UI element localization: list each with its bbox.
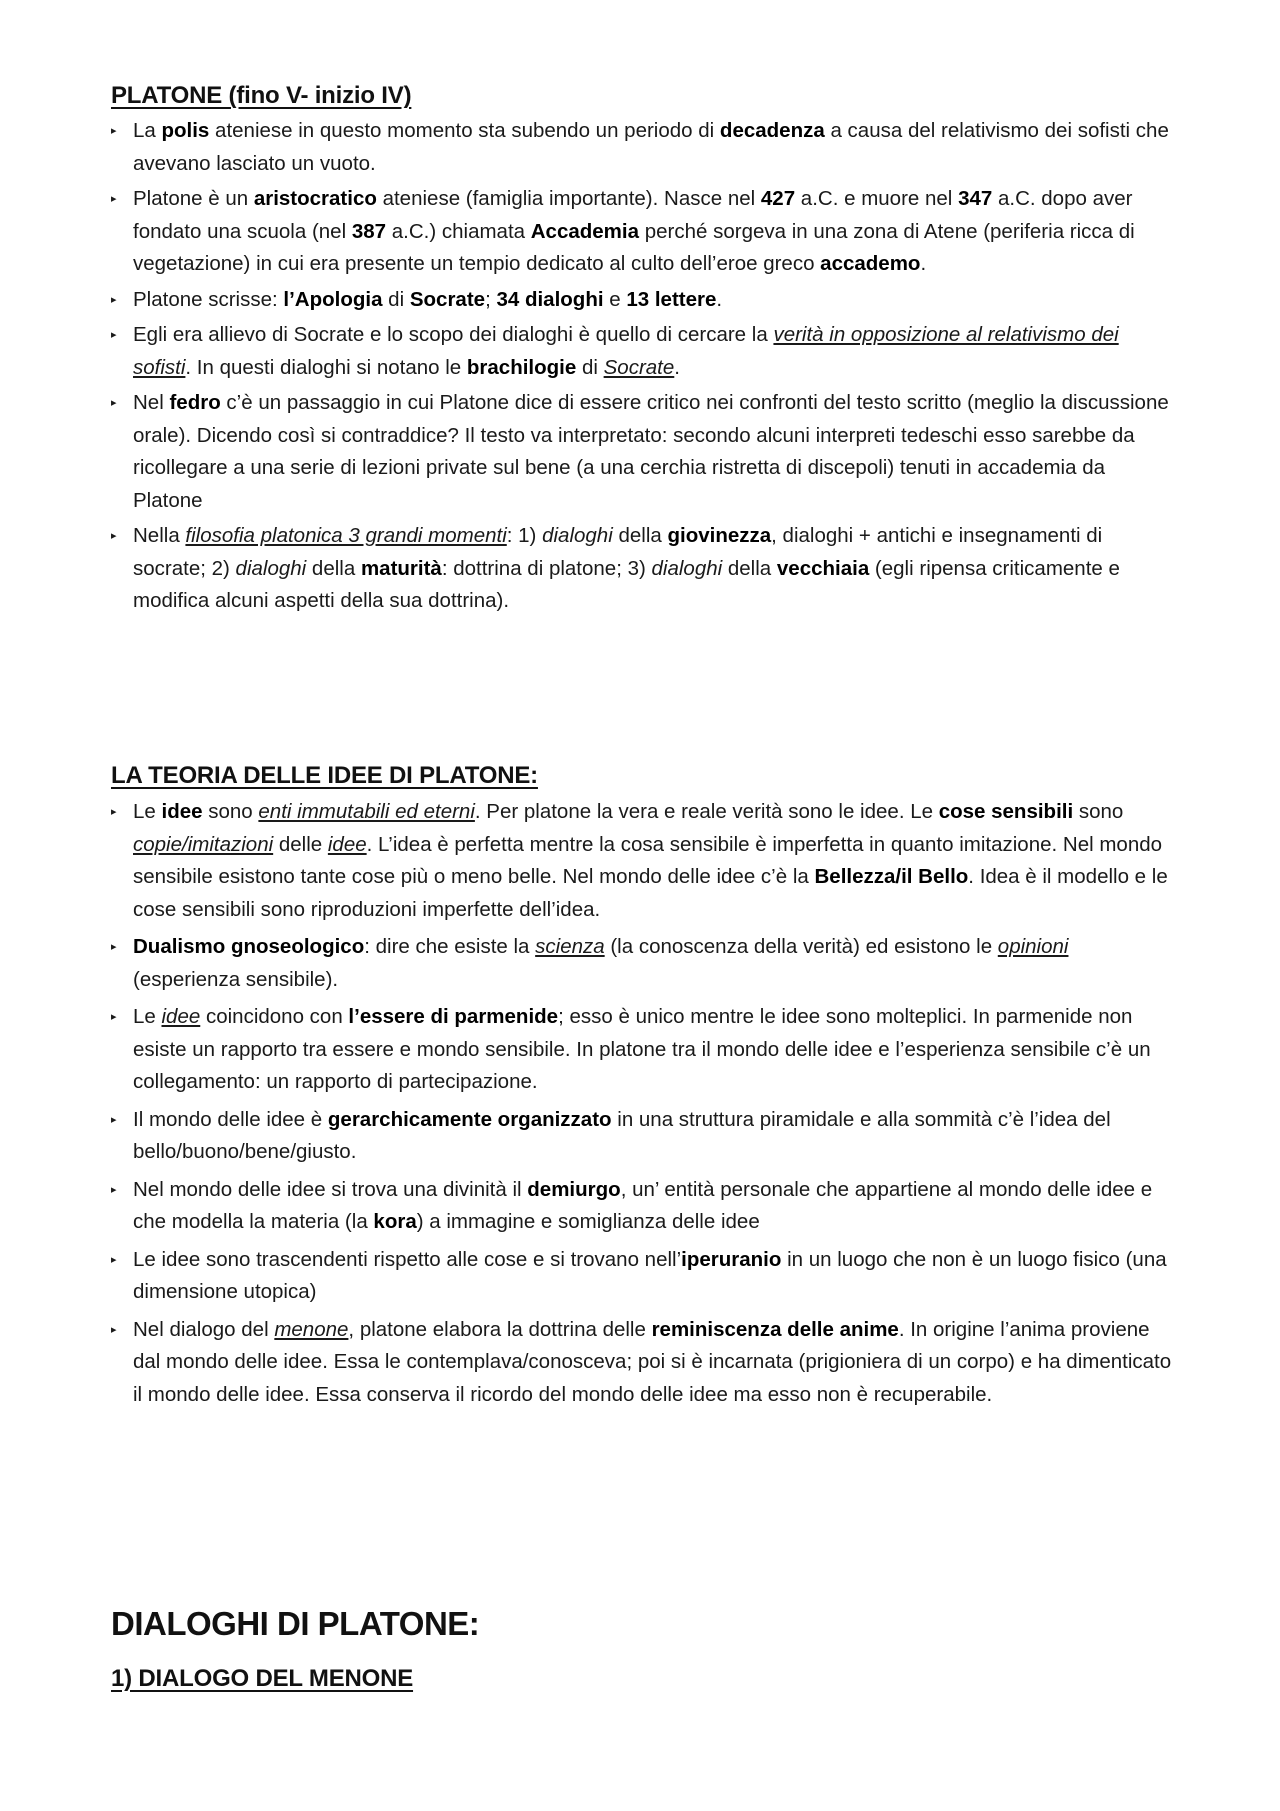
emphasis-text: dialoghi [651,556,723,580]
list-item [111,319,1176,384]
bold-text: fedro [169,391,221,414]
text-run: ateniese (famiglia importante). Nasce nel [376,187,761,210]
list-item-text [133,520,1176,618]
bullet-icon: ▸ [111,1011,117,1023]
text-run: ; esso è unico mentre le idee sono molteplici. In parmenide non esiste un rapporto tra essere e mondo sensibile. In platone tra il mondo delle idee e l’esperienza sensibile c’è un collegamento: un rapporto di partecipazione. [133,1005,1151,1093]
text-run: della [612,524,668,547]
text-run: Nel dialogo del [133,1317,275,1341]
bold-text: brachilogie [466,355,577,379]
list-item [111,796,1176,926]
bullet-icon: ▸ [111,941,117,953]
list-item-text [133,387,1176,517]
bold-text: kora [373,1210,417,1233]
section-title-dialoghi: DIALOGHI DI PLATONE: [111,1605,480,1642]
bullet-icon: ▸ [111,1253,117,1266]
bold-text: demiurgo [527,1177,621,1201]
text-run: Nella [133,524,186,547]
emphasis-text: dialoghi [235,556,307,580]
text-run: della [722,556,777,580]
bullet-icon: ▸ [111,293,117,306]
bold-text: aristocratico [253,187,377,210]
list-item [111,1174,1176,1239]
bold-text: 427 [760,187,796,210]
text-run: . [674,355,680,379]
bold-text: polis [161,119,210,142]
emphasis-text: Socrate [603,355,675,379]
text-run: Nel mondo delle idee si trova una divinità il [133,1177,528,1201]
text-run: ) a immagine e somiglianza delle idee [416,1210,760,1233]
list-item [111,284,1176,317]
text-run: delle [273,832,328,856]
text-run: Egli era allievo di Socrate e lo scopo dei dialoghi è quello di cercare la [133,323,774,346]
emphasis-text: dialoghi [542,524,613,547]
emphasis-text: idee [327,832,367,856]
bold-text: Dualismo gnoseologico [133,935,365,958]
text-run: coincidono con [200,1005,349,1028]
bold-text: Accademia [530,219,640,243]
list-item-text [133,1244,1176,1309]
bold-text: Socrate [409,287,486,311]
bold-text: giovinezza [667,524,772,547]
text-run: . Idea è il modello e le cose sensibili sono riproduzioni imperfette dell’idea. [133,865,1168,921]
bullet-icon: ▸ [111,806,117,818]
text-run: Le idee sono trascendenti rispetto alle cose e si trovano nell’ [133,1247,682,1271]
bold-text: idee [161,800,203,823]
list-item-text [133,1314,1176,1412]
bullet-icon: ▸ [111,193,117,205]
list-item-text [133,931,1176,996]
emphasis-text: menone [274,1317,349,1341]
bold-text: vecchiaia [776,556,870,580]
text-run: Platone è un [133,187,254,210]
section-title-platone: PLATONE (fino V- inizio IV) [111,82,412,109]
emphasis-text: opinioni [997,935,1069,958]
list-item-text [133,319,1176,384]
list-item-text [133,115,1176,180]
bold-text: gerarchicamente organizzato [327,1107,612,1131]
text-run: a.C.) chiamata [386,219,531,243]
bullet-icon: ▸ [111,125,117,137]
bullet-icon: ▸ [111,530,117,542]
list-item-text [133,1174,1176,1239]
text-run: : 1) [506,524,543,547]
section-title-teoria-idee: LA TEORIA DELLE IDEE DI PLATONE: [111,762,538,789]
bold-text: 347 [958,187,993,210]
platone-bullet-list [111,115,1176,621]
text-run: a causa del relativismo dei sofisti che avevano lasciato un vuoto. [133,119,1169,175]
text-run: Platone scrisse: [133,287,284,311]
bullet-icon: ▸ [111,397,117,409]
list-item [111,1244,1176,1309]
bold-text: 387 [351,219,387,243]
text-run: a.C. dopo aver fondato una scuola (nel [133,187,1133,243]
text-run: Il mondo delle idee è [133,1107,328,1131]
list-item [111,520,1176,618]
list-item [111,387,1176,517]
text-run: . [716,287,723,311]
bold-text: reminiscenza delle anime [651,1317,899,1341]
emphasis-text: verità in opposizione al relativismo dei sofisti [133,323,1119,379]
list-item-text [133,183,1176,281]
list-item [111,1314,1176,1412]
text-run: : dire che esiste la [364,935,536,958]
emphasis-text: enti immutabili ed eterni [258,800,475,823]
text-run: , platone elabora la dottrina delle [348,1317,652,1341]
list-item-text [133,1104,1176,1169]
bullet-icon: ▸ [111,1323,117,1336]
emphasis-text: filosofia platonica 3 grandi momenti [185,524,507,547]
bold-text: l’essere di parmenide [348,1005,559,1028]
list-item [111,183,1176,281]
text-run: Le [133,800,162,823]
list-item-text [133,1001,1176,1099]
bold-text: decadenza [719,119,825,142]
bullet-icon: ▸ [111,329,117,341]
emphasis-text: scienza [535,935,605,958]
bold-text: maturità [360,556,442,580]
text-run: ; [485,287,497,311]
text-run: (la conoscenza della verità) ed esistono le [604,935,998,958]
text-run: , un’ entità personale che appartiene al mondo delle idee e che modella la materia (la [133,1177,1153,1233]
text-run: sono [1073,800,1124,823]
text-run: (egli ripensa criticamente e modifica alcuni aspetti della sua dottrina). [133,556,1120,612]
bold-text: accademo [820,252,921,275]
text-run: ateniese in questo momento sta subendo un periodo di [209,119,720,142]
text-run: e [603,287,627,311]
list-item [111,931,1176,996]
bullet-icon: ▸ [111,1113,117,1126]
text-run: . In origine l’anima proviene dal mondo delle idee. Essa le contemplava/conosceva; poi si è incarnata (prigioniera di un corpo) e ha dimenticato il mondo delle idee. Essa conserva il ricordo del mondo delle idee ma esso non è recuperabile. [133,1317,1172,1406]
text-run: della [306,556,361,580]
text-run: (esperienza sensibile). [133,967,339,991]
text-run: La [133,119,162,142]
list-item [111,1104,1176,1169]
text-run: . Per platone la vera e reale verità sono le idee. Le [474,800,939,823]
text-run: : dottrina di platone; 3) [441,556,652,580]
text-run: a.C. e muore nel [795,187,959,210]
subsection-title-menone: 1) DIALOGO DEL MENONE [111,1665,414,1692]
list-item [111,115,1176,180]
list-item [111,1001,1176,1099]
text-run: di [382,287,410,311]
bullet-icon: ▸ [111,1183,117,1196]
text-run: di [576,355,604,379]
text-run: , dialoghi + antichi e insegnamenti di socrate; 2) [133,524,1103,580]
bold-text: 13 lettere [626,287,717,311]
list-item-text [133,796,1176,926]
text-run: perché sorgeva in una zona di Atene (periferia ricca di vegetazione) in cui era presente un tempio dedicato al culto dell’eroe greco [133,219,1135,275]
text-run: . L’idea è perfetta mentre la cosa sensibile è imperfetta in quanto imitazione. Nel mondo sensibile esistono tante cose più o meno belle. Nel mondo delle idee c’è la [133,832,1163,888]
text-run: in una struttura piramidale e alla sommità c’è l’idea del bello/buono/bene/giusto. [133,1107,1111,1163]
text-run: in un luogo che non è un luogo fisico (una dimensione utopica) [133,1247,1167,1303]
teoria-idee-bullet-list [111,796,1176,1416]
bold-text: 34 dialoghi [496,287,604,311]
bold-text: cose sensibili [938,800,1074,823]
emphasis-text: idee [161,1005,201,1028]
text-run: Le [133,1005,162,1028]
bold-text: l’Apologia [283,287,383,311]
text-run: sono [202,800,259,823]
text-run: . [920,252,927,275]
text-run: . In questi dialoghi si notano le [185,355,467,379]
list-item-text [133,284,1176,317]
text-run: c’è un passaggio in cui Platone dice di essere critico nei confronti del testo scritto (meglio la discussione orale). Dicendo così si contraddice? Il testo va interpretato: secondo alcuni interpreti tedeschi esso sarebbe da ricollegare a una serie di lezioni private sul bene (a una cerchia ristretta di discepoli) tenuti in accademia da Platone [133,391,1169,512]
emphasis-text: copie/imitazioni [133,832,274,856]
bold-text: iperuranio [681,1247,782,1271]
text-run: Nel [133,391,170,414]
bold-text: Bellezza/il Bello [814,865,969,888]
